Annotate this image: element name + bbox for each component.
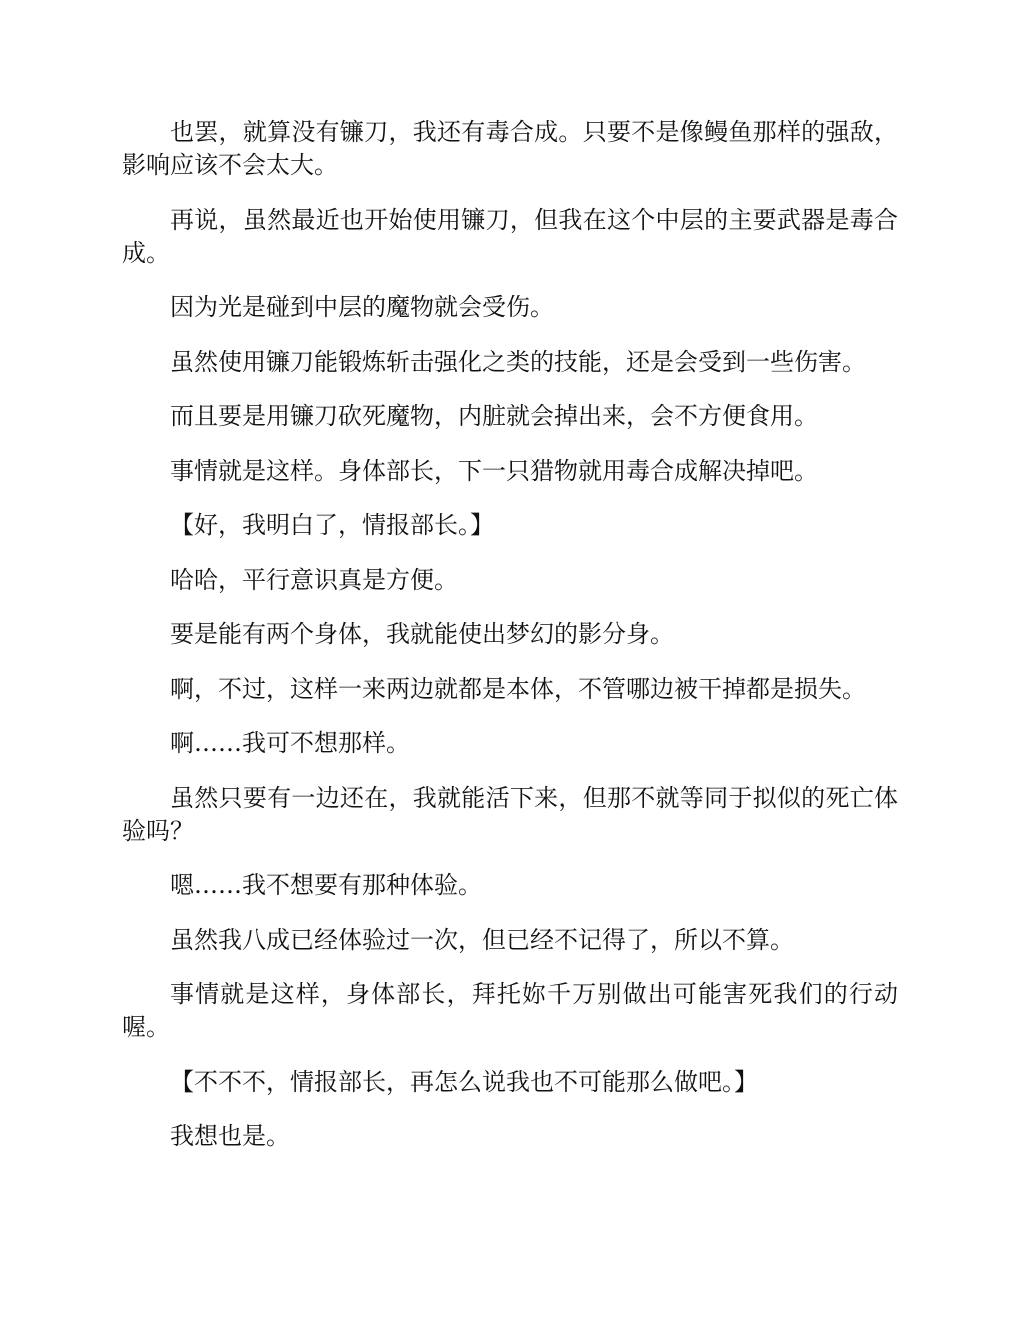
paragraph: 再说，虽然最近也开始使用镰刀，但我在这个中层的主要武器是毒合成。 — [122, 205, 898, 267]
paragraph: 啊……我可不想那样。 — [170, 729, 410, 757]
paragraph: 事情就是这样。身体部长，下一只猎物就用毒合成解决掉吧。 — [170, 456, 818, 485]
document-page — [122, 116, 898, 1175]
paragraph: 我想也是。 — [170, 1122, 290, 1150]
paragraph: 啊，不过，这样一来两边就都是本体，不管哪边被干掉都是损失。 — [170, 674, 866, 703]
paragraph: 事情就是这样，身体部长，拜托妳千万别做出可能害死我们的行动喔。 — [122, 980, 898, 1041]
paragraph: 也罢，就算没有镰刀，我还有毒合成。只要不是像鳗鱼那样的强敌，影响应该不会太大。 — [122, 118, 898, 179]
dialogue-paragraph: 【好，我明白了，情报部长。】 — [170, 511, 494, 539]
paragraph: 虽然使用镰刀能锻炼斩击强化之类的技能，还是会受到一些伤害。 — [170, 347, 866, 376]
paragraph: 要是能有两个身体，我就能使出梦幻的影分身。 — [170, 620, 674, 648]
paragraph: 因为光是碰到中层的魔物就会受伤。 — [170, 293, 554, 321]
paragraph: 嗯……我不想要有那种体验。 — [170, 871, 482, 899]
paragraph: 哈哈，平行意识真是方便。 — [170, 565, 458, 594]
paragraph: 虽然我八成已经体验过一次，但已经不记得了，所以不算。 — [170, 925, 794, 954]
paragraph: 虽然只要有一边还在，我就能活下来，但那不就等同于拟似的死亡体验吗？ — [122, 783, 898, 845]
paragraph: 而且要是用镰刀砍死魔物，内脏就会掉出来，会不方便食用。 — [170, 402, 818, 430]
dialogue-paragraph: 【不不不，情报部长，再怎么说我也不可能那么做吧。】 — [170, 1067, 758, 1096]
